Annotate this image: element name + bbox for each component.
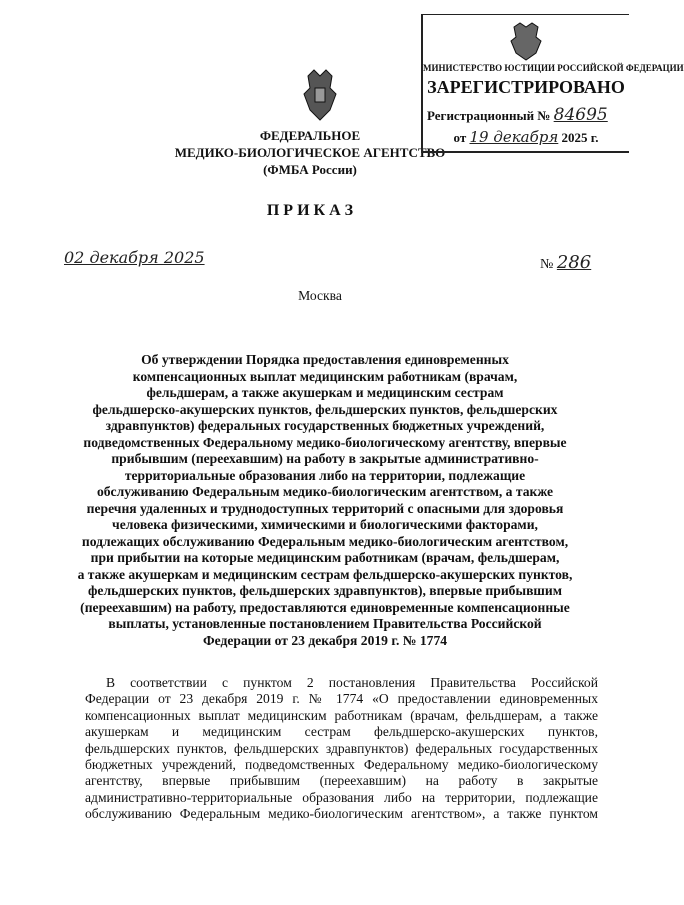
stamp-from-label: от <box>453 130 467 145</box>
title-line: территориальные образования либо на территории, подлежащие <box>124 467 526 483</box>
coat-of-arms-emblem <box>300 66 340 124</box>
body-line: административно-территориальные образования либо на территории, подлежащие <box>85 789 598 805</box>
stamp-reg-number: 84695 <box>553 105 608 125</box>
title-line: обслуживанию Федеральным медико-биологическим агентством, а также <box>96 484 554 499</box>
stamp-ministry: МИНИСТЕРСТВО ЮСТИЦИИ РОССИЙСКОЙ ФЕДЕРАЦИИ <box>423 63 684 73</box>
title-line: Федерации от 23 декабря 2019 г. № 1774 <box>202 632 448 648</box>
org-name-line2: МЕДИКО-БИОЛОГИЧЕСКОЕ АГЕНТСТВО <box>174 145 446 160</box>
stamp-reg-date: 19 декабря <box>469 128 559 146</box>
body-line: фельдшерских пунктов, фельдшерских здравпунктов) федеральных государственных <box>85 740 598 756</box>
body-line: агентству, впервые прибывшим (переехавшим) на работу в закрытые <box>85 773 598 789</box>
title-line: а также акушеркам и медицинским сестрам фельдшерско-акушерских пунктов, <box>77 566 573 582</box>
title-line: перечня удаленных и труднодоступных территорий с опасными для здоровья <box>86 500 564 516</box>
document-type: П Р И К А З <box>266 202 354 219</box>
stamp-reg-label: Регистрационный № <box>427 108 551 123</box>
title-line: человека физическими, химическими и биологическими факторами, <box>112 517 538 532</box>
title-line: здравпунктов) федеральных государственных бюджетных учреждений, <box>105 418 545 433</box>
title-line: выплаты, установленные постановлением Правительства Российской <box>108 616 542 631</box>
body-line: обслуживанию Федеральным медико-биологическим агентством», а также пунктом <box>85 806 598 822</box>
body-line: бюджетных учреждений, подведомственных Федеральному медико-биологическому <box>85 757 598 772</box>
stamp-emblem-icon <box>508 21 544 61</box>
title-line: подлежащих обслуживанию Федеральным медико-биологическим агентством, <box>81 533 569 549</box>
body-line: В соответствии с пунктом 2 постановления Правительства Российской <box>106 675 598 690</box>
title-line: прибывшим (переехавшим) на работу в закрытые административно- <box>111 451 539 466</box>
title-line: фельдшерских пунктов, фельдшерских здравпунктов), впервые прибывшим <box>88 583 562 598</box>
org-abbreviation: (ФМБА России) <box>263 162 357 177</box>
body-line: акушеркам и медицинским сестрам фельдшерско-акушерских пунктов, <box>85 724 598 740</box>
order-date: 02 декабря 2025 <box>64 248 205 267</box>
city: Москва <box>298 288 342 303</box>
order-number: 286 <box>556 252 592 273</box>
org-name-line1: ФЕДЕРАЛЬНОЕ <box>259 128 361 143</box>
order-number-label: № <box>540 257 554 272</box>
title-line: подведомственных Федеральному медико-биологическому агентству, впервые <box>83 434 567 450</box>
stamp-status: ЗАРЕГИСТРИРОВАНО <box>427 77 625 97</box>
body-line: компенсационных выплат медицинским работникам (врачам, фельдшерам, а также <box>85 707 598 723</box>
registration-stamp <box>421 14 684 153</box>
stamp-reg-year: 2025 г. <box>561 130 599 145</box>
body-line: Федерации от 23 декабря 2019 г. № 1774 «О предоставлении единовременных <box>85 691 598 707</box>
title-line: Об утверждении Порядка предоставления единовременных <box>141 352 509 367</box>
title-line: фельдшерам, а также акушеркам и медицинским сестрам <box>146 385 504 400</box>
title-line: при прибытии на которые медицинским работникам (врачам, фельдшерам, <box>90 550 560 565</box>
title-line: фельдшерско-акушерских пунктов, фельдшерских пунктов, фельдшерских <box>92 401 558 417</box>
title-line: (переехавшим) на работу, предоставляются единовременные компенсационные <box>80 599 570 615</box>
title-line: компенсационных выплат медицинским работникам (врачам, <box>132 368 518 384</box>
